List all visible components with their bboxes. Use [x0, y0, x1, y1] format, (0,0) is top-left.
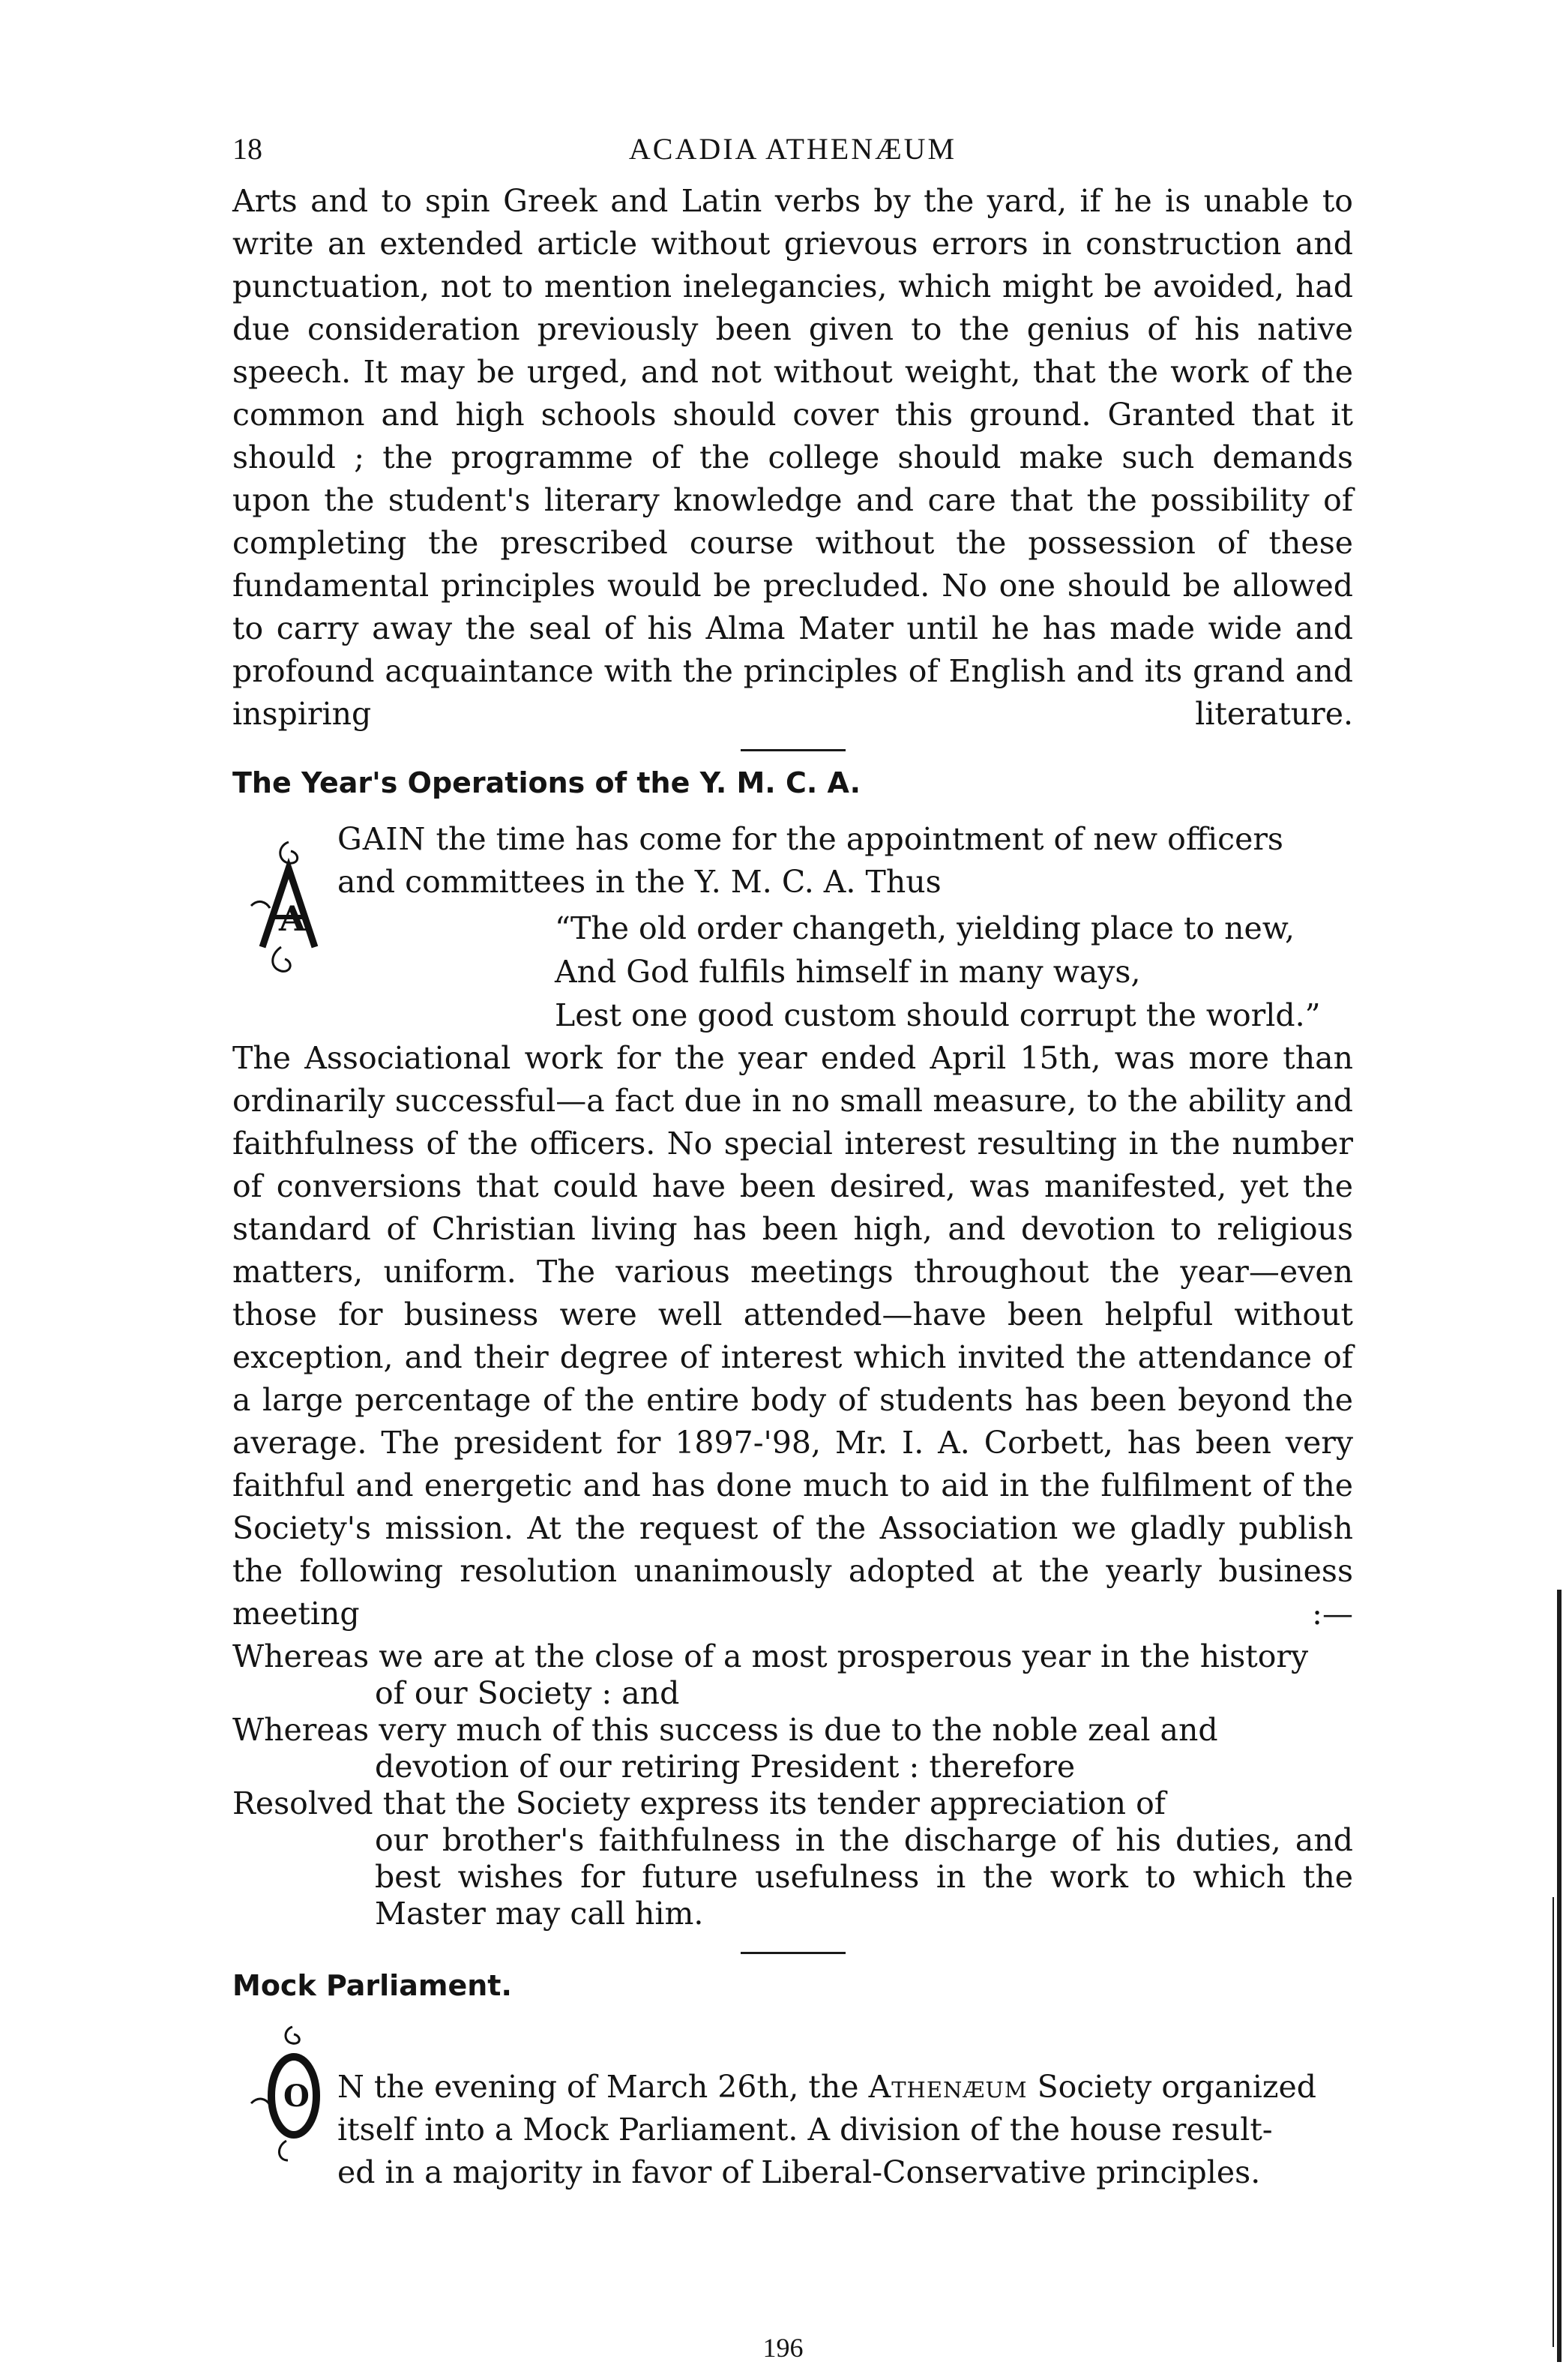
svg-text:A: A [279, 898, 306, 939]
journal-title: ACADIA ATHENÆUM [628, 132, 957, 166]
resolution-clause: Whereas we are at the close of a most prosperous year in the history of our Society : and [232, 1638, 1309, 1711]
page-content [232, 112, 1353, 2194]
binding-edge [1557, 1590, 1562, 2362]
resolution [232, 1638, 1353, 1932]
parliament-heading: Mock Parliament. [232, 1969, 512, 2002]
parliament-opening-line: N the evening of March 26th, the Athenæum Society organized [337, 2069, 1316, 2105]
parliament-line-3: ed in a majority in favor of Liberal-Conservative principles. [337, 2154, 1261, 2190]
drop-cap-a-icon [247, 835, 330, 977]
tennyson-verse [337, 907, 1353, 1037]
parliament-opening [232, 2021, 1353, 2194]
parliament-line-2: itself into a Mock Parliament. A division of the house result- [337, 2112, 1273, 2148]
ymca-heading: The Year's Operations of the Y. M. C. A. [232, 766, 861, 799]
verse-line: “The old order changeth, yielding place to new, [555, 910, 1295, 946]
clause-label: Whereas [232, 1712, 370, 1748]
clause-label: Resolved [232, 1785, 373, 1821]
ymca-opening-line-2: and committees in the Y. M. C. A. Thus [337, 864, 942, 900]
ymca-body: The Associational work for the year ended April 15th, was more than ordinarily successful—a fact due in no small measure, to the ability and faithfulness of the officers. No special interest resulting in the number of conversions that could have been desired, was manifested, yet the standard of Christian living has been high, and devotion to religious matters, uniform. The various meetings throughout the year—even those for business were well attended—have been helpful without exception, and their degree of interest which invited the attendance of a large percentage of the entire body of students has been beyond the average. The president for 1897-'98, Mr. I. A. Corbett, has been very faithful and energetic and has done much to aid in the fulfilment of the Society's mission. At the request of the Association we gladly publish the following resolution unanimously adopted at the yearly business meeting :— [232, 1040, 1353, 1632]
ymca-opening-line: GAIN the time has come for the appointment of new officers [337, 821, 1283, 857]
svg-text:O: O [283, 2079, 310, 2114]
resolution-clause: Resolved that the Society express its tender appreciation of our brother's faithfulness in the discharge of his duties, and best wishes for future usefulness in the work to which the Master may call him. [232, 1785, 1353, 1932]
folio-number: 196 [762, 2333, 804, 2363]
running-head [232, 112, 1353, 180]
ornamental-drop-cap-a [247, 835, 330, 977]
resolution-clause: Whereas very much of this success is due to the noble zeal and devotion of our retiring President : therefore [232, 1712, 1218, 1785]
drop-cap-o-icon [247, 2021, 330, 2163]
ymca-opening [232, 818, 1353, 1037]
binding-edge-thin [1553, 1897, 1554, 2347]
ornamental-drop-cap-o [247, 2021, 330, 2163]
verse-line: Lest one good custom should corrupt the world.” [555, 997, 1321, 1033]
section-divider [741, 749, 846, 751]
page-number: 18 [232, 132, 262, 166]
section-divider [741, 1952, 846, 1954]
verse-line: And God fulfils himself in many ways, [555, 954, 1141, 990]
intro-paragraph: Arts and to spin Greek and Latin verbs by the yard, if he is unable to write an extended article without grievous errors in construction and punctuation, not to mention inelegancies, which might be avoided, had due consideration previously been given to the genius of his native speech. It may be urged, and not without weight, that the work of the common and high schools should cover this ground. Granted that it should ; the programme of the college should make such demands upon the student's literary knowledge and care that the possibility of completing the prescribed course without the possession of these fundamental principles would be precluded. No one should be allowed to carry away the seal of his Alma Mater until he has made wide and profound acquaintance with the principles of English and its grand and inspiring literature. [232, 183, 1353, 732]
clause-label: Whereas [232, 1638, 370, 1674]
